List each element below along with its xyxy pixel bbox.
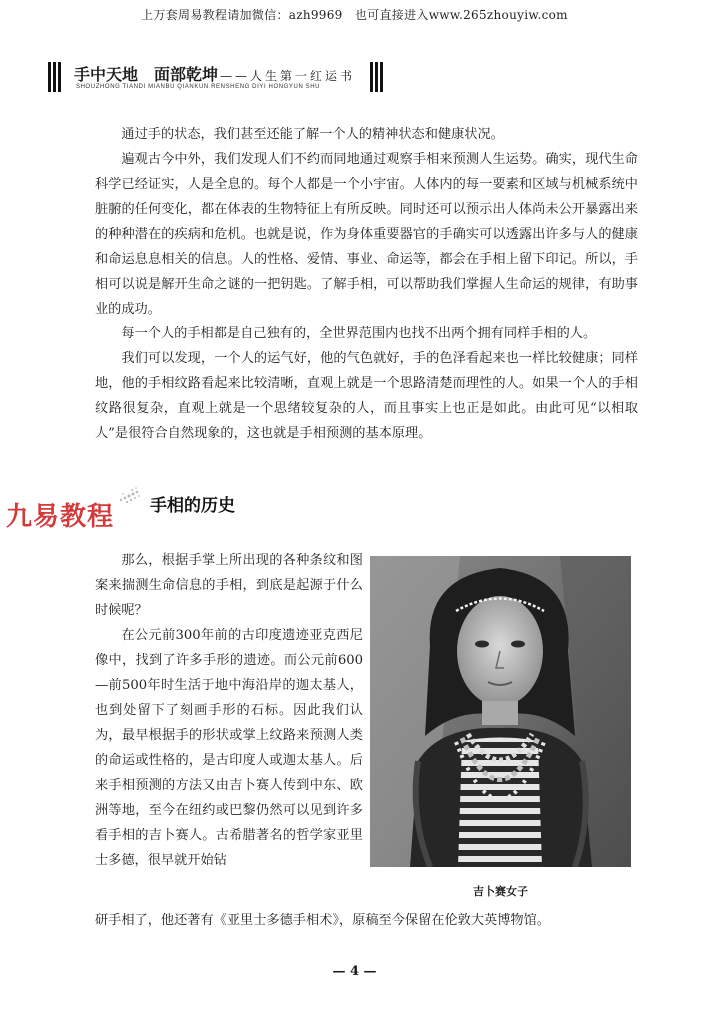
- page-number: — 4 —: [332, 964, 377, 979]
- header-left-bars-icon: [48, 62, 61, 92]
- brand-logo: 九易教程: [6, 502, 115, 532]
- running-header: [48, 62, 381, 98]
- paragraph-2: 遍观古今中外，我们发现人们不约而同地通过观察手相来预测人生运势。确实，现代生命科学已经证实，人是全息的。每个人都是一个小宇宙。人体内的每一要素和区域与机械系统中脏腑的任何变化，都在体表的生物特征上有所反映。同时还可以预示出人体尚未公开暴露出来的种种潜在的疾病和危机。也就是说，作为身体重要器官的手确实可以透露出许多与人的健康和命运息息相关的信息。人的性格、爱情、事业、命运等，都会在手相上留下印记。所以，手相可以说是解开生命之谜的一把钥匙。了解手相，可以帮助我们掌握人生命运的规律，有助事业的成功。: [95, 152, 638, 317]
- section-last-line: 研手相了，他还著有《亚里士多德手相术》，原稿至今保留在伦敦大英博物馆。: [95, 913, 550, 928]
- header-title-line: [74, 62, 355, 85]
- section-heading: 手相的历史: [150, 496, 235, 516]
- section-paragraph-2: 在公元前300年前的古印度遗迹亚克西尼像中，找到了许多手形的遗迹。而公元前600—前500年时生活于地中海沿岸的迦太基人，也到处留下了刻画手形的石标。因此我们认为，最早根据手的形状或掌上纹路来预测人类的命运或性格的，是古印度人或迦太基人。后来手相预测的方法又由吉卜赛人传到中东、欧洲等地，至今在纽约或巴黎仍然可以见到许多看手相的吉卜赛人。古希腊著名的哲学家亚里士多德，很早就开始钻: [95, 628, 363, 868]
- paragraph-4: 我们可以发现，一个人的运气好，他的气色就好，手的色泽看起来也一样比较健康；同样地，他的手相纹路看起来比较清晰，直观上就是一个思路清楚而理性的人。如果一个人的手相纹路很复杂，直观上就是一个思绪较复杂的人，而且事实上也正是如此。由此可见“以相取人”是很符合自然现象的，这也就是手相预测的基本原理。: [95, 351, 638, 441]
- photo-caption: 吉卜赛女子: [473, 885, 528, 898]
- section-column-text: [95, 548, 363, 873]
- gypsy-woman-photo: [370, 556, 631, 867]
- top-watermark: 上万套周易教程请加微信：azh9969 也可直接进入www.265zhouyiw.com: [141, 8, 568, 22]
- paragraph-1: 通过手的状态，我们甚至还能了解一个人的精神状态和健康状况。: [121, 127, 504, 142]
- book-title: 手中天地 面部乾坤: [74, 65, 219, 84]
- header-pinyin: SHOUZHONG TIANDI MIANBU QIANKUN RENSHENG DIYI HONGYUN SHU: [76, 84, 321, 90]
- sparkle-dots-icon: [118, 486, 142, 506]
- section-paragraph-1: 那么，根据手掌上所出现的各种条纹和图案来揣测生命信息的手相，到底是起源于什么时候呢？: [95, 553, 363, 618]
- header-right-bars-icon: [370, 62, 383, 92]
- paragraph-3: 每一个人的手相都是自己独有的，全世界范围内也找不出两个拥有同样手相的人。: [121, 326, 597, 341]
- book-subtitle: ——人生第一红运书: [220, 69, 356, 83]
